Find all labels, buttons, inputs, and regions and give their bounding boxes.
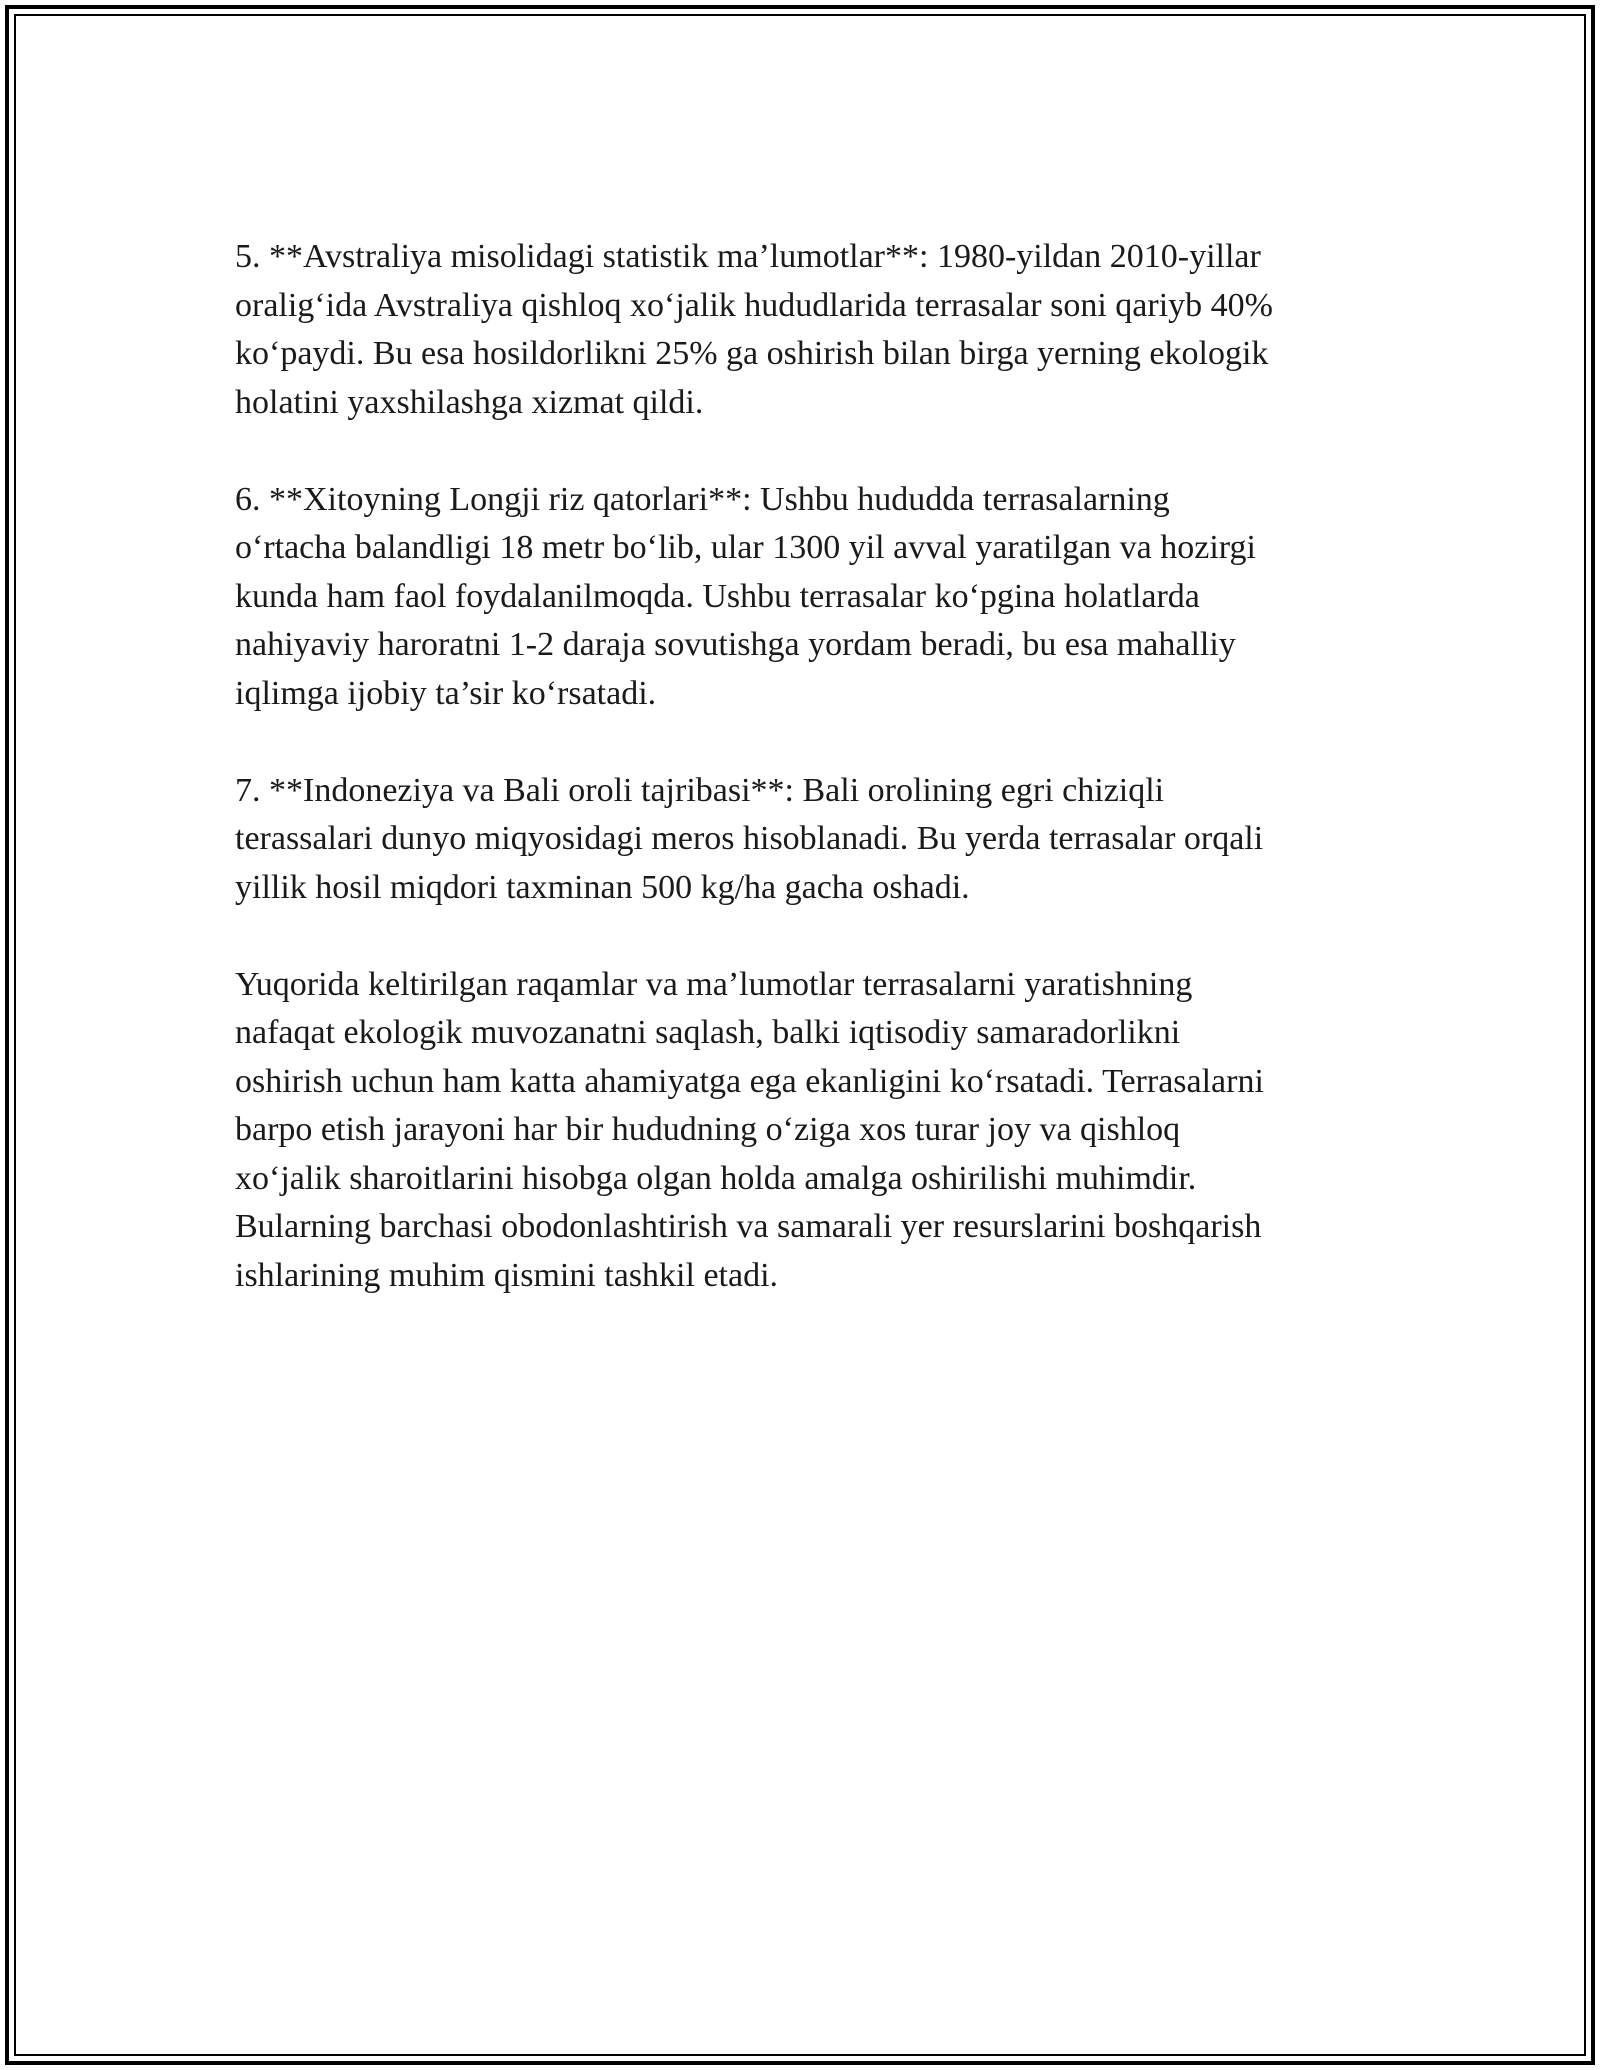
document-body	[235, 233, 1375, 1349]
paragraph-conclusion: Yuqorida keltirilgan raqamlar va ma’lumotlar terrasalarni yaratishning nafaqat ekologik muvozanatni saqlash, balki iqtisodiy samaradorlikni oshirish uchun ham katta ahamiyatga ega ekanligini ko‘rsatadi. Terrasalarni barpo etish jarayoni har bir hududning o‘ziga xos turar joy va qishloq xo‘jalik sharoitlarini hisobga olgan holda amalga oshirilishi muhimdir. Bularning barchasi obodonlashtirish va samarali yer resurslarini boshqarish ishlarining muhim qismini tashkil etadi.	[235, 965, 1264, 1294]
paragraph-longji-terraces: 6. **Xitoyning Longji riz qatorlari**: Ushbu hududda terrasalarning o‘rtacha balandligi 18 metr bo‘lib, ular 1300 yil avval yaratilgan va hozirgi kunda ham faol foydalanilmoqda. Ushbu terrasalar ko‘pgina holatlarda nahiyaviy haroratni 1-2 daraja sovutishga yordam beradi, bu esa mahalliy iqlimga ijobiy ta’sir ko‘rsatadi.	[235, 480, 1256, 712]
paragraph-bali-experience: 7. **Indoneziya va Bali oroli tajribasi**: Bali orolining egri chiziqli terassalari dunyo miqyosidagi meros hisoblanadi. Bu yerda terrasalar orqali yillik hosil miqdori taxminan 500 kg/ha gacha oshadi.	[235, 771, 1264, 906]
paragraph-australia-statistics: 5. **Avstraliya misolidagi statistik ma’lumotlar**: 1980-yildan 2010-yillar oralig‘ida Avstraliya qishloq xo‘jalik hududlarida terrasalar soni qariyb 40% ko‘paydi. Bu esa hosildorlikni 25% ga oshirish bilan birga yerning ekologik holatini yaxshilashga xizmat qildi.	[235, 238, 1273, 421]
